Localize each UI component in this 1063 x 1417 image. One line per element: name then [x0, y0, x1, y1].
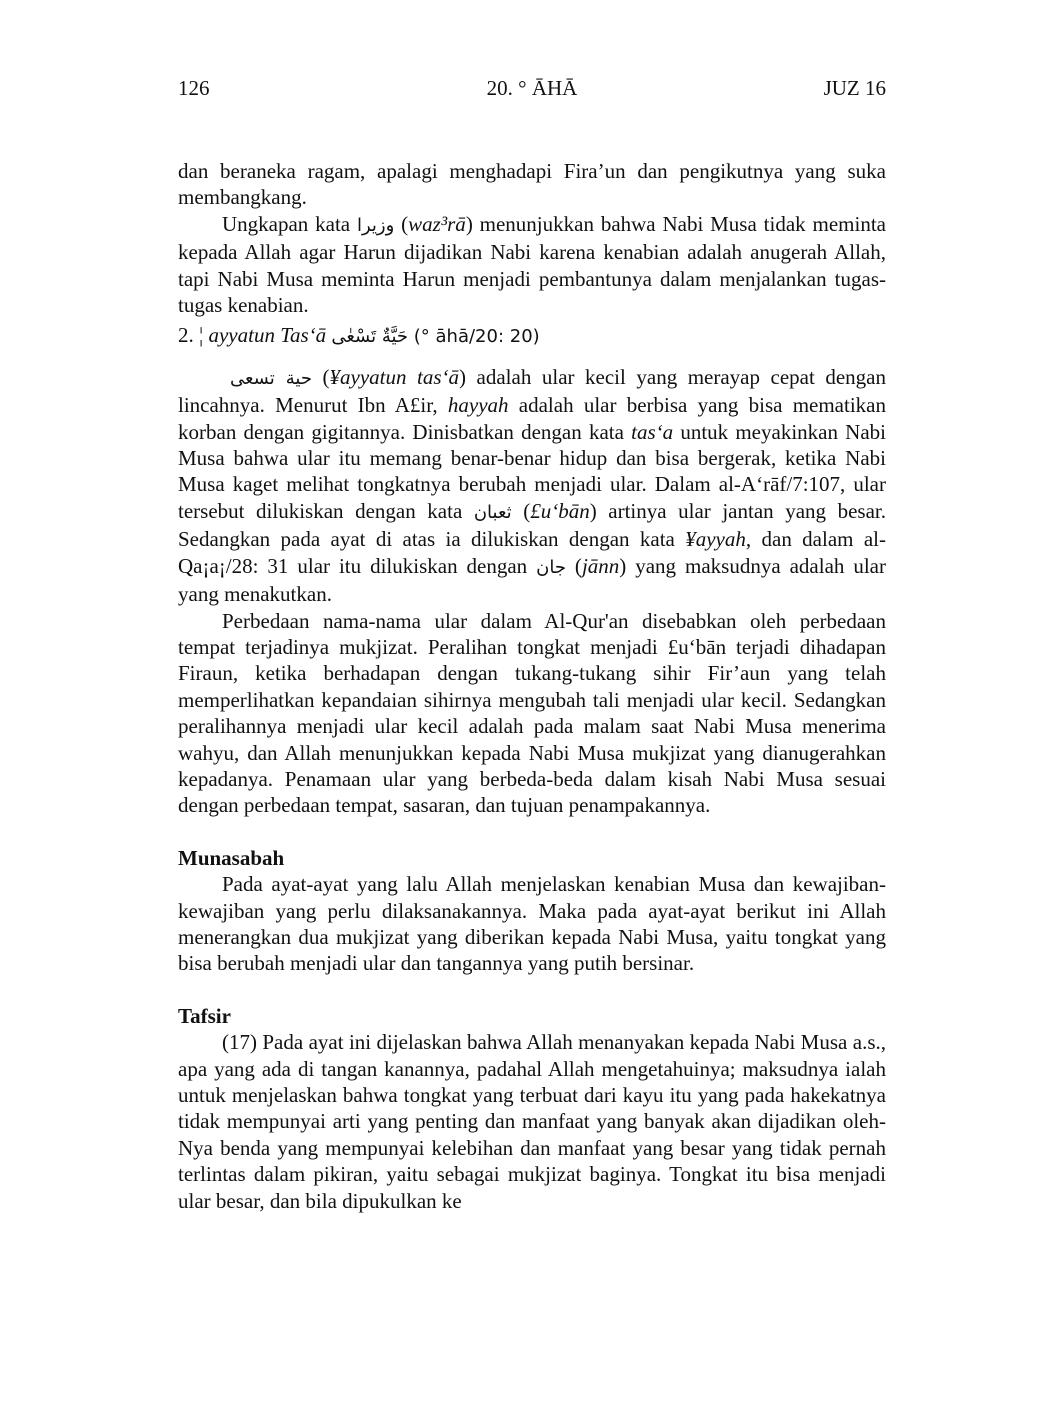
arabic-verse: حَيَّةٌ تَسْعٰى — [331, 326, 409, 348]
transliteration: jānn — [581, 553, 620, 578]
text-run: Ungkapan kata — [222, 211, 357, 236]
text-run: , dan dalam al-Qa¡a¡/28: 31 ular itu dilukiskan dengan — [178, 527, 886, 578]
transliteration: ¥ayyatun tas‘ā — [329, 364, 460, 389]
text-run: ( — [311, 364, 330, 389]
paragraph-continuation: dan beraneka ragam, apalagi menghadapi Fira’un dan pengikutnya yang suka membangkang. — [178, 159, 886, 210]
paragraph-hayyatun — [178, 364, 886, 608]
transliteration: waz³rā — [408, 211, 466, 236]
text-run: adalah ular berbisa yang bisa mematikan korban dengan gigitannya. Dinisbatkan dengan kata — [178, 393, 886, 444]
page-header — [178, 72, 886, 104]
page-number: 126 — [178, 76, 210, 100]
paragraph-tafsir: (17) Pada ayat ini dijelaskan bahwa Allah menanyakan kepada Nabi Musa a.s., apa yang ada di tangan kanannya, padahal Allah mengetahuinya; maksudnya ialah untuk menjelaskan bahwa tongkat yang terbuat dari kayu itu yang pada hakekatnya tidak mempunyai arti yang penting dan manfaat yang banyak akan dijadikan oleh-Nya benda yang mempunyai kelebihan dan manfaat yang besar yang tidak pernah terlintas dalam pikiran, yaitu sebagai mukjizat baginya. Tongkat itu bisa menjadi ular besar, dan bila dipukulkan ke — [178, 1030, 886, 1213]
chapter-title: 20. ° ĀHĀ — [486, 76, 578, 100]
transliteration: hayyah — [447, 393, 509, 418]
text-run: ( — [565, 553, 582, 578]
text-run: untuk meyakinkan Nabi Musa bahwa ular itu memang benar-benar hidup dan bisa bergerak, ketika Nabi Musa kaget melihat tongkatnya berubah menjadi ular. Dalam al-A‘rāf/7:107, ular tersebut dilukiskan dengan kata — [178, 419, 886, 523]
transliteration: tas‘a — [631, 419, 674, 444]
list-number: 2. ¦ — [178, 323, 209, 348]
text-run: ) adalah ular kecil yang merayap cepat dengan lincahnya. Menurut Ibn A£ir, — [178, 364, 886, 418]
arabic-term: وزيرا — [356, 214, 395, 236]
text-run: ) artinya ular jantan yang besar. Sedangkan pada ayat di atas ia dilukiskan dengan kata — [178, 498, 886, 552]
juz-label: JUZ 16 — [823, 76, 886, 100]
text-run: ) yang maksudnya adalah ular yang menakutkan. — [178, 553, 886, 607]
paragraph-munasabah: Pada ayat-ayat yang lalu Allah menjelaskan kenabian Musa dan kewajiban-kewajiban yang perlu dilaksanakannya. Maka pada ayat-ayat berikut ini Allah menerangkan dua mukjizat yang diberikan kepada Nabi Musa, yaitu tongkat yang bisa berubah menjadi ular dan tangannya yang putih bersinar. — [178, 872, 886, 976]
paragraph-waziran — [178, 211, 886, 319]
transliteration: £u‘bān — [530, 498, 590, 523]
transliteration: ayyatun Tas‘ā — [208, 323, 327, 348]
transliteration: ¥ayyah — [685, 527, 746, 552]
text-run: ( — [511, 498, 531, 523]
text-run: ( — [394, 211, 409, 236]
list-item-2 — [178, 322, 886, 350]
arabic-term: جان — [536, 556, 566, 578]
section-title-tafsir: Tafsir — [178, 1003, 231, 1028]
paragraph-perbedaan: Perbedaan nama-nama ular dalam Al-Qur'an disebabkan oleh perbedaan tempat terjadinya mukjizat. Peralihan tongkat menjadi £u‘bān terjadi dihadapan Firaun, ketika berhadapan dengan tukang-tukang sihir Fir’aun yang telah memperlihatkan kepandaian sihirnya mengubah tali menjadi ular kecil. Sedangkan peralihannya menjadi ular kecil adalah pada malam saat Nabi Musa menerima wahyu, dan Allah menunjukkan kepada Nabi Musa mukjizat yang dianugerahkan kepadanya. Penamaan ular yang berbeda-beda dalam kisah Nabi Musa sesuai dengan perbedaan tempat, sasaran, dan tujuan penampakannya. — [178, 608, 886, 818]
page-content — [178, 158, 886, 1214]
text-run: ) menunjukkan bahwa Nabi Musa tidak meminta kepada Allah agar Harun dijadikan Nabi karena kenabian adalah anugerah Allah, tapi Nabi Musa meminta Harun menjadi pembantunya dalam menjalankan tugas-tugas kenabian. — [178, 211, 886, 318]
arabic-term: ثعبان — [473, 501, 512, 523]
section-title-munasabah: Munasabah — [178, 845, 285, 870]
verse-reference: (° āhā/20: 20) — [408, 326, 540, 348]
arabic-term: حية تسعى — [230, 367, 312, 389]
